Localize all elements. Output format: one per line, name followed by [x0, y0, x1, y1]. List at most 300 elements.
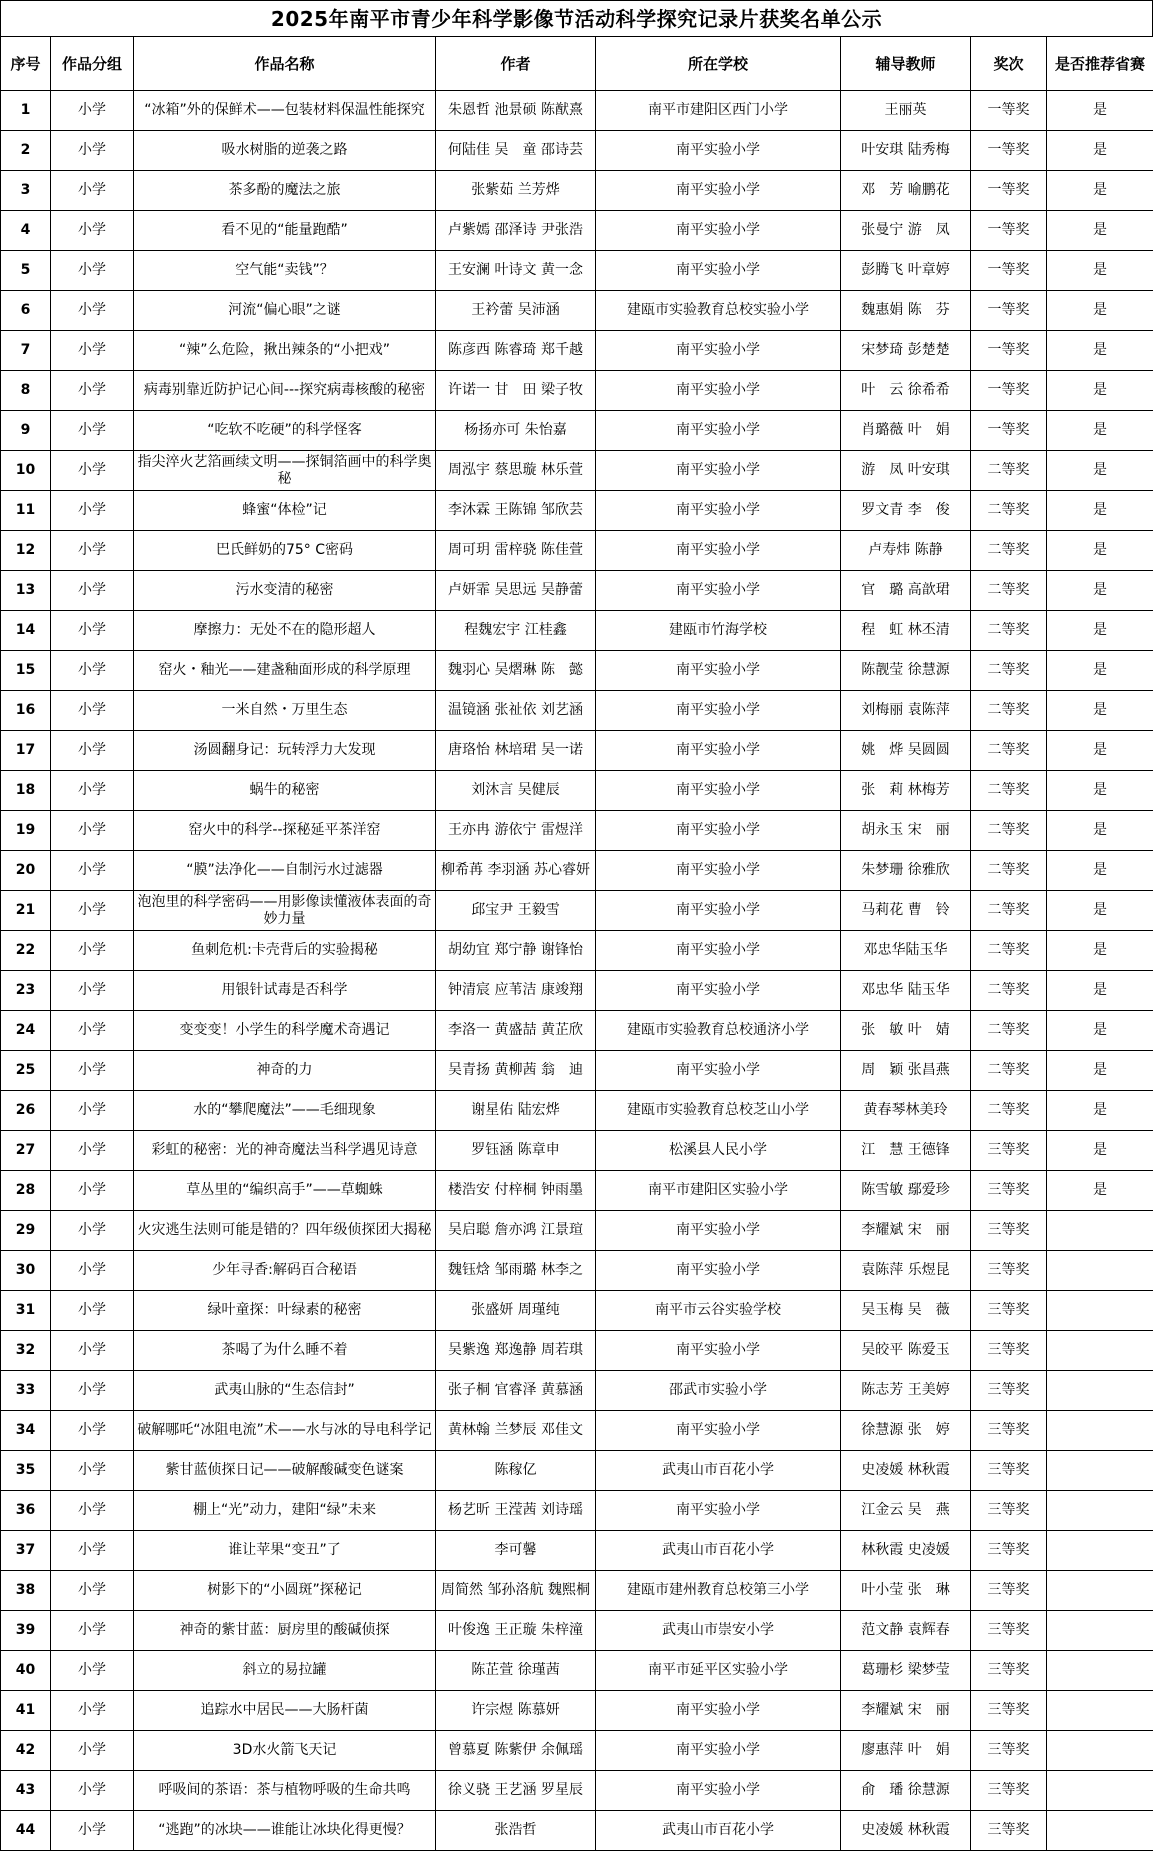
row-award: 二等奖 [971, 491, 1047, 531]
row-teachers: 彭腾飞 叶章婷 [841, 251, 971, 291]
row-work-title: 巴氏鲜奶的75° C密码 [134, 531, 436, 571]
row-work-title: 3D水火箭飞天记 [134, 1731, 436, 1771]
row-teachers: 朱梦珊 徐雅欣 [841, 851, 971, 891]
row-recommend: 是 [1047, 131, 1153, 171]
row-teachers: 俞 璠 徐慧源 [841, 1771, 971, 1811]
row-award: 二等奖 [971, 771, 1047, 811]
row-index: 9 [1, 411, 51, 451]
row-index: 4 [1, 211, 51, 251]
row-award: 三等奖 [971, 1811, 1047, 1851]
row-award: 二等奖 [971, 1091, 1047, 1131]
page-title: 2025年南平市青少年科学影像节活动科学探究记录片获奖名单公示 [0, 0, 1153, 36]
row-teachers: 游 凤 叶安琪 [841, 451, 971, 491]
row-school: 武夷山市百花小学 [596, 1811, 841, 1851]
row-authors: 李可馨 [436, 1531, 596, 1571]
table-row [1, 211, 1153, 251]
row-authors: 卢紫嫣 邵泽诗 尹张浩 [436, 211, 596, 251]
row-work-title: 茶多酚的魔法之旅 [134, 171, 436, 211]
row-award: 三等奖 [971, 1211, 1047, 1251]
row-group: 小学 [51, 1291, 134, 1331]
row-work-title: “吃软不吃硬”的科学怪客 [134, 411, 436, 451]
table-row [1, 1211, 1153, 1251]
row-award: 三等奖 [971, 1451, 1047, 1491]
row-authors: 许诺一 甘 田 梁子牧 [436, 371, 596, 411]
row-authors: 吴青扬 黄柳茜 翁 迪 [436, 1051, 596, 1091]
row-school: 建瓯市实验教育总校芝山小学 [596, 1091, 841, 1131]
row-index: 39 [1, 1611, 51, 1651]
row-authors: 黄林翰 兰梦辰 邓佳文 [436, 1411, 596, 1451]
table-row [1, 91, 1153, 131]
row-award: 三等奖 [971, 1571, 1047, 1611]
row-recommend [1047, 1691, 1153, 1731]
row-group: 小学 [51, 211, 134, 251]
row-recommend: 是 [1047, 931, 1153, 971]
row-school: 建瓯市建州教育总校第三小学 [596, 1571, 841, 1611]
row-group: 小学 [51, 851, 134, 891]
row-school: 南平实验小学 [596, 211, 841, 251]
row-group: 小学 [51, 1691, 134, 1731]
row-work-title: 泡泡里的科学密码——用影像读懂液体表面的奇妙力量 [134, 891, 436, 931]
row-index: 43 [1, 1771, 51, 1811]
row-authors: 魏钰焓 邹雨璐 林李之 [436, 1251, 596, 1291]
row-recommend: 是 [1047, 571, 1153, 611]
row-award: 二等奖 [971, 651, 1047, 691]
row-group: 小学 [51, 491, 134, 531]
row-group: 小学 [51, 371, 134, 411]
row-group: 小学 [51, 1531, 134, 1571]
row-index: 21 [1, 891, 51, 931]
row-teachers: 叶小莹 张 琳 [841, 1571, 971, 1611]
row-work-title: 神奇的力 [134, 1051, 436, 1091]
row-recommend: 是 [1047, 1091, 1153, 1131]
row-authors: 王衿蕾 吴沛涵 [436, 291, 596, 331]
row-teachers: 胡永玉 宋 丽 [841, 811, 971, 851]
row-index: 38 [1, 1571, 51, 1611]
row-teachers: 葛珊杉 梁梦莹 [841, 1651, 971, 1691]
row-award: 一等奖 [971, 211, 1047, 251]
row-teachers: 史凌媛 林秋霞 [841, 1451, 971, 1491]
row-award: 一等奖 [971, 131, 1047, 171]
row-school: 南平实验小学 [596, 251, 841, 291]
row-teachers: 肖璐薇 叶 娟 [841, 411, 971, 451]
row-school: 南平实验小学 [596, 1331, 841, 1371]
row-group: 小学 [51, 1811, 134, 1851]
row-group: 小学 [51, 1131, 134, 1171]
row-award: 二等奖 [971, 731, 1047, 771]
row-school: 南平实验小学 [596, 171, 841, 211]
row-index: 20 [1, 851, 51, 891]
row-group: 小学 [51, 451, 134, 491]
table-row [1, 1811, 1153, 1851]
row-index: 25 [1, 1051, 51, 1091]
row-authors: 邱宝尹 王毅雪 [436, 891, 596, 931]
row-index: 33 [1, 1371, 51, 1411]
row-teachers: 吴玉梅 吴 薇 [841, 1291, 971, 1331]
row-group: 小学 [51, 571, 134, 611]
table-row [1, 1611, 1153, 1651]
row-school: 南平实验小学 [596, 411, 841, 451]
row-authors: 周简然 邹孙洛航 魏熙桐 [436, 1571, 596, 1611]
row-award: 三等奖 [971, 1691, 1047, 1731]
row-award: 一等奖 [971, 371, 1047, 411]
row-authors: 楼浩安 付梓桐 钟雨墨 [436, 1171, 596, 1211]
row-recommend [1047, 1291, 1153, 1331]
row-school: 南平实验小学 [596, 371, 841, 411]
row-group: 小学 [51, 1011, 134, 1051]
row-teachers: 叶 云 徐希希 [841, 371, 971, 411]
row-teachers: 徐慧源 张 婷 [841, 1411, 971, 1451]
row-recommend: 是 [1047, 971, 1153, 1011]
row-recommend [1047, 1571, 1153, 1611]
row-recommend: 是 [1047, 211, 1153, 251]
row-index: 2 [1, 131, 51, 171]
row-recommend: 是 [1047, 691, 1153, 731]
row-work-title: 紫甘蓝侦探日记——破解酸碱变色谜案 [134, 1451, 436, 1491]
row-work-title: 棚上“光”动力，建阳“绿”未来 [134, 1491, 436, 1531]
row-recommend: 是 [1047, 731, 1153, 771]
row-award: 二等奖 [971, 611, 1047, 651]
row-recommend [1047, 1331, 1153, 1371]
header-row [1, 37, 1153, 91]
row-recommend [1047, 1651, 1153, 1691]
row-index: 34 [1, 1411, 51, 1451]
row-authors: 胡幼宜 郑宁静 谢锋怡 [436, 931, 596, 971]
row-award: 二等奖 [971, 531, 1047, 571]
row-index: 19 [1, 811, 51, 851]
row-award: 三等奖 [971, 1491, 1047, 1531]
row-school: 南平市建阳区西门小学 [596, 91, 841, 131]
row-teachers: 史凌媛 林秋霞 [841, 1811, 971, 1851]
table-row [1, 1051, 1153, 1091]
row-school: 建瓯市实验教育总校实验小学 [596, 291, 841, 331]
row-authors: 唐珞怡 林培珺 吴一诺 [436, 731, 596, 771]
row-group: 小学 [51, 1331, 134, 1371]
row-group: 小学 [51, 1251, 134, 1291]
row-work-title: “膜”法净化——自制污水过滤器 [134, 851, 436, 891]
row-group: 小学 [51, 771, 134, 811]
row-school: 南平实验小学 [596, 331, 841, 371]
row-work-title: 河流“偏心眼”之谜 [134, 291, 436, 331]
table-row [1, 1651, 1153, 1691]
row-recommend: 是 [1047, 1051, 1153, 1091]
row-group: 小学 [51, 1171, 134, 1211]
row-group: 小学 [51, 171, 134, 211]
row-group: 小学 [51, 1611, 134, 1651]
row-teachers: 刘梅丽 袁陈萍 [841, 691, 971, 731]
row-work-title: 病毒别靠近防护记心间---探究病毒核酸的秘密 [134, 371, 436, 411]
row-award: 二等奖 [971, 891, 1047, 931]
table-row [1, 1451, 1153, 1491]
table-row [1, 731, 1153, 771]
row-school: 南平实验小学 [596, 131, 841, 171]
row-teachers: 李耀斌 宋 丽 [841, 1211, 971, 1251]
row-school: 南平实验小学 [596, 1731, 841, 1771]
row-group: 小学 [51, 1051, 134, 1091]
row-index: 3 [1, 171, 51, 211]
row-authors: 李洛一 黄盛喆 黄芷欣 [436, 1011, 596, 1051]
table-row [1, 1491, 1153, 1531]
row-teachers: 陈雪敏 鄢爱珍 [841, 1171, 971, 1211]
row-teachers: 张 敏 叶 婧 [841, 1011, 971, 1051]
table-row [1, 691, 1153, 731]
row-authors: 陈彦西 陈睿琦 郑千越 [436, 331, 596, 371]
row-group: 小学 [51, 1571, 134, 1611]
row-recommend: 是 [1047, 651, 1153, 691]
row-work-title: 武夷山脉的“生态信封” [134, 1371, 436, 1411]
row-teachers: 林秋霞 史凌媛 [841, 1531, 971, 1571]
row-group: 小学 [51, 1771, 134, 1811]
row-teachers: 卢寿炜 陈静 [841, 531, 971, 571]
row-school: 南平实验小学 [596, 931, 841, 971]
row-group: 小学 [51, 931, 134, 971]
row-award: 三等奖 [971, 1771, 1047, 1811]
row-teachers: 黄春琴林美玲 [841, 1091, 971, 1131]
row-index: 23 [1, 971, 51, 1011]
row-award: 一等奖 [971, 91, 1047, 131]
header-cell-index: 序号 [1, 37, 51, 91]
row-authors: 张子桐 官睿泽 黄慕涵 [436, 1371, 596, 1411]
row-index: 24 [1, 1011, 51, 1051]
table-row [1, 371, 1153, 411]
row-school: 南平实验小学 [596, 1251, 841, 1291]
table-row [1, 851, 1153, 891]
row-award: 二等奖 [971, 811, 1047, 851]
row-group: 小学 [51, 411, 134, 451]
row-work-title: 绿叶童探：叶绿素的秘密 [134, 1291, 436, 1331]
row-award: 一等奖 [971, 411, 1047, 451]
row-school: 南平实验小学 [596, 491, 841, 531]
row-index: 13 [1, 571, 51, 611]
table-row [1, 251, 1153, 291]
row-work-title: 火灾逃生法则可能是错的？四年级侦探团大揭秘 [134, 1211, 436, 1251]
row-award: 一等奖 [971, 291, 1047, 331]
row-award: 一等奖 [971, 171, 1047, 211]
row-group: 小学 [51, 611, 134, 651]
row-index: 5 [1, 251, 51, 291]
header-cell-teachers: 辅导教师 [841, 37, 971, 91]
table-row [1, 291, 1153, 331]
row-teachers: 陈志芳 王美婷 [841, 1371, 971, 1411]
row-index: 27 [1, 1131, 51, 1171]
row-school: 邵武市实验小学 [596, 1371, 841, 1411]
table-row [1, 171, 1153, 211]
row-teachers: 罗文青 李 俊 [841, 491, 971, 531]
row-work-title: “逃跑”的冰块——谁能让冰块化得更慢？ [134, 1811, 436, 1851]
row-school: 南平实验小学 [596, 691, 841, 731]
row-school: 南平实验小学 [596, 1491, 841, 1531]
row-work-title: 窑火・釉光——建盏釉面形成的科学原理 [134, 651, 436, 691]
row-authors: 吴启聪 詹亦鸿 江景瑄 [436, 1211, 596, 1251]
row-authors: 王亦冉 游依宁 雷煜洋 [436, 811, 596, 851]
row-index: 28 [1, 1171, 51, 1211]
row-group: 小学 [51, 1091, 134, 1131]
row-award: 二等奖 [971, 1051, 1047, 1091]
row-authors: 朱恩哲 池景硕 陈猷熹 [436, 91, 596, 131]
row-teachers: 张曼宁 游 凤 [841, 211, 971, 251]
row-recommend [1047, 1491, 1153, 1531]
row-recommend: 是 [1047, 771, 1153, 811]
table-row [1, 1091, 1153, 1131]
row-group: 小学 [51, 1411, 134, 1451]
row-group: 小学 [51, 331, 134, 371]
row-work-title: 水的“攀爬魔法”——毛细现象 [134, 1091, 436, 1131]
row-award: 三等奖 [971, 1131, 1047, 1171]
row-authors: 曾慕夏 陈紫伊 余佩瑶 [436, 1731, 596, 1771]
row-work-title: 变变变！小学生的科学魔术奇遇记 [134, 1011, 436, 1051]
row-award: 三等奖 [971, 1171, 1047, 1211]
row-recommend: 是 [1047, 611, 1153, 651]
row-school: 南平市建阳区实验小学 [596, 1171, 841, 1211]
row-group: 小学 [51, 1651, 134, 1691]
row-authors: 张紫茹 兰芳烨 [436, 171, 596, 211]
row-recommend [1047, 1531, 1153, 1571]
row-award: 二等奖 [971, 571, 1047, 611]
table-row [1, 1771, 1153, 1811]
table-row [1, 931, 1153, 971]
row-index: 44 [1, 1811, 51, 1851]
row-award: 二等奖 [971, 1011, 1047, 1051]
row-group: 小学 [51, 1211, 134, 1251]
row-work-title: “冰箱”外的保鲜术——包装材料保温性能探究 [134, 91, 436, 131]
table-row [1, 611, 1153, 651]
row-work-title: 蜂蜜“体检”记 [134, 491, 436, 531]
table-row [1, 1251, 1153, 1291]
row-work-title: 树影下的“小圆斑”探秘记 [134, 1571, 436, 1611]
row-authors: 杨艺昕 王滢茜 刘诗瑶 [436, 1491, 596, 1531]
row-index: 32 [1, 1331, 51, 1371]
row-authors: 罗钰涵 陈章申 [436, 1131, 596, 1171]
row-award: 二等奖 [971, 451, 1047, 491]
row-recommend: 是 [1047, 491, 1153, 531]
row-recommend: 是 [1047, 891, 1153, 931]
row-recommend: 是 [1047, 1011, 1153, 1051]
table-row [1, 1731, 1153, 1771]
table-row [1, 1371, 1153, 1411]
header-cell-work-title: 作品名称 [134, 37, 436, 91]
row-recommend [1047, 1411, 1153, 1451]
row-index: 12 [1, 531, 51, 571]
table-row [1, 1291, 1153, 1331]
row-authors: 李沐霖 王陈锦 邹欣芸 [436, 491, 596, 531]
row-work-title: 呼吸间的茶语：茶与植物呼吸的生命共鸣 [134, 1771, 436, 1811]
row-work-title: 指尖淬火艺箔画续文明——探铜箔画中的科学奥秘 [134, 451, 436, 491]
row-work-title: 汤圆翻身记：玩转浮力大发现 [134, 731, 436, 771]
row-work-title: 鱼刺危机:卡壳背后的实验揭秘 [134, 931, 436, 971]
row-authors: 张盛妍 周瑾纯 [436, 1291, 596, 1331]
table-row [1, 491, 1153, 531]
row-recommend [1047, 1251, 1153, 1291]
row-work-title: 看不见的“能量跑酷” [134, 211, 436, 251]
row-school: 南平实验小学 [596, 451, 841, 491]
row-authors: 魏羽心 吴熠琳 陈 懿 [436, 651, 596, 691]
row-work-title: 神奇的紫甘蓝：厨房里的酸碱侦探 [134, 1611, 436, 1651]
table-row [1, 1691, 1153, 1731]
row-school: 南平实验小学 [596, 811, 841, 851]
row-authors: 叶俊逸 王正璇 朱梓潼 [436, 1611, 596, 1651]
table-row [1, 971, 1153, 1011]
row-index: 7 [1, 331, 51, 371]
row-award: 二等奖 [971, 691, 1047, 731]
row-recommend: 是 [1047, 451, 1153, 491]
table-row [1, 451, 1153, 491]
row-school: 南平市延平区实验小学 [596, 1651, 841, 1691]
row-group: 小学 [51, 291, 134, 331]
row-recommend: 是 [1047, 331, 1153, 371]
row-award: 三等奖 [971, 1731, 1047, 1771]
row-index: 36 [1, 1491, 51, 1531]
row-index: 14 [1, 611, 51, 651]
row-authors: 徐义骁 王艺涵 罗星辰 [436, 1771, 596, 1811]
row-group: 小学 [51, 1371, 134, 1411]
row-work-title: 窑火中的科学--探秘延平茶洋窑 [134, 811, 436, 851]
row-work-title: 追踪水中居民——大肠杆菌 [134, 1691, 436, 1731]
row-index: 18 [1, 771, 51, 811]
row-authors: 吴紫逸 郑逸静 周若琪 [436, 1331, 596, 1371]
row-index: 37 [1, 1531, 51, 1571]
table-row [1, 571, 1153, 611]
row-school: 南平实验小学 [596, 891, 841, 931]
table-row [1, 1411, 1153, 1451]
row-authors: 钟清宸 应苇洁 康竣翔 [436, 971, 596, 1011]
row-group: 小学 [51, 971, 134, 1011]
row-work-title: 用银针试毒是否科学 [134, 971, 436, 1011]
table-row [1, 1011, 1153, 1051]
row-authors: 刘沐言 吴健辰 [436, 771, 596, 811]
row-group: 小学 [51, 1491, 134, 1531]
row-authors: 卢妍霏 吴思远 吴静蕾 [436, 571, 596, 611]
row-group: 小学 [51, 1731, 134, 1771]
row-group: 小学 [51, 691, 134, 731]
row-teachers: 李耀斌 宋 丽 [841, 1691, 971, 1731]
row-school: 武夷山市百花小学 [596, 1531, 841, 1571]
row-teachers: 官 璐 高歆珺 [841, 571, 971, 611]
row-index: 31 [1, 1291, 51, 1331]
row-work-title: 一米自然・万里生态 [134, 691, 436, 731]
row-recommend: 是 [1047, 291, 1153, 331]
row-recommend: 是 [1047, 851, 1153, 891]
table-row [1, 411, 1153, 451]
row-school: 南平实验小学 [596, 771, 841, 811]
table-row [1, 1171, 1153, 1211]
row-award: 一等奖 [971, 251, 1047, 291]
row-recommend [1047, 1731, 1153, 1771]
table-row [1, 1531, 1153, 1571]
row-teachers: 江 慧 王德锋 [841, 1131, 971, 1171]
row-index: 29 [1, 1211, 51, 1251]
row-teachers: 邓忠华 陆玉华 [841, 971, 971, 1011]
row-work-title: 吸水树脂的逆袭之路 [134, 131, 436, 171]
row-award: 三等奖 [971, 1611, 1047, 1651]
table-row [1, 811, 1153, 851]
row-index: 1 [1, 91, 51, 131]
row-index: 22 [1, 931, 51, 971]
row-authors: 陈稼亿 [436, 1451, 596, 1491]
row-school: 南平实验小学 [596, 571, 841, 611]
row-index: 30 [1, 1251, 51, 1291]
row-group: 小学 [51, 811, 134, 851]
row-work-title: 污水变清的秘密 [134, 571, 436, 611]
row-index: 8 [1, 371, 51, 411]
row-authors: 王安澜 叶诗文 黄一念 [436, 251, 596, 291]
header-cell-authors: 作者 [436, 37, 596, 91]
row-group: 小学 [51, 251, 134, 291]
row-school: 武夷山市崇安小学 [596, 1611, 841, 1651]
row-authors: 许宗煜 陈慕妍 [436, 1691, 596, 1731]
row-teachers: 张 莉 林梅芳 [841, 771, 971, 811]
row-work-title: 斜立的易拉罐 [134, 1651, 436, 1691]
row-award: 三等奖 [971, 1411, 1047, 1451]
row-work-title: 空气能“卖钱”？ [134, 251, 436, 291]
